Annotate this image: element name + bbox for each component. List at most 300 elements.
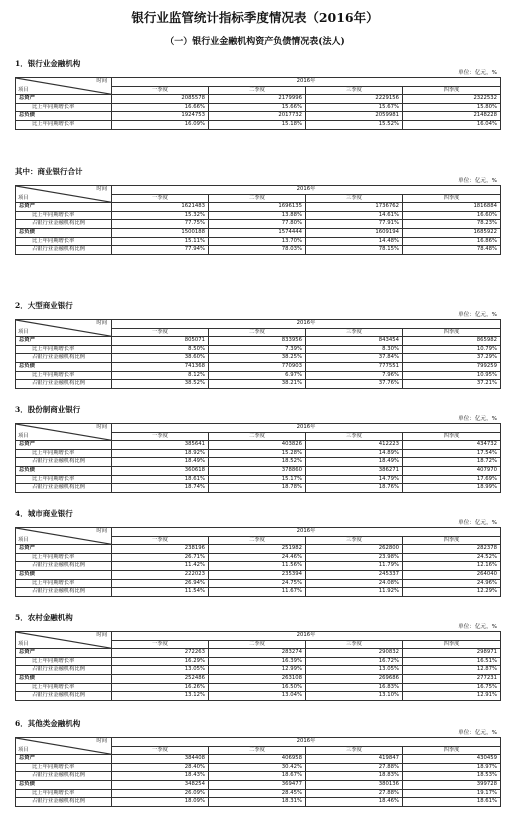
value-cell: 18.52%	[209, 458, 306, 467]
value-cell: 777551	[306, 362, 403, 371]
row-label: 比上年同期增长率	[16, 657, 112, 666]
value-cell: 14.79%	[306, 475, 403, 484]
row-label: 比上年同期增长率	[16, 579, 112, 588]
header-quarter-4: 四季度	[403, 640, 501, 649]
value-cell: 26.71%	[112, 553, 209, 562]
value-cell: 16.26%	[112, 683, 209, 692]
header-quarter-2: 二季度	[209, 536, 306, 545]
row-label: 总资产	[16, 203, 112, 212]
value-cell: 378860	[209, 466, 306, 475]
value-cell: 2017732	[209, 112, 306, 121]
table-row	[16, 588, 501, 597]
row-label: 比上年同期增长率	[16, 789, 112, 798]
value-cell: 2059981	[306, 112, 403, 121]
value-cell: 18.78%	[209, 484, 306, 493]
table-row	[16, 362, 501, 371]
header-year-cell: 2016年	[112, 632, 501, 641]
value-cell: 16.86%	[403, 237, 501, 246]
row-label: 比上年同期增长率	[16, 371, 112, 380]
header-item-label: 项目	[18, 432, 29, 439]
value-cell: 77.80%	[209, 220, 306, 229]
header-quarter-2: 二季度	[209, 746, 306, 755]
value-cell: 14.61%	[306, 211, 403, 220]
header-quarter-1: 一季度	[112, 432, 209, 441]
value-cell: 18.09%	[112, 798, 209, 807]
header-quarter-4: 四季度	[403, 536, 501, 545]
value-cell: 1609194	[306, 228, 403, 237]
table-row	[16, 203, 501, 212]
value-cell: 18.97%	[403, 763, 501, 772]
value-cell: 16.66%	[112, 103, 209, 112]
value-cell: 434732	[403, 441, 501, 450]
value-cell: 13.05%	[306, 666, 403, 675]
row-label: 总负债	[16, 466, 112, 475]
unit-label: 单位：亿元，%	[458, 70, 497, 76]
table-row	[16, 683, 501, 692]
table-row	[16, 103, 501, 112]
row-label: 占银行业金融机构比例	[16, 772, 112, 781]
header-year-cell: 2016年	[112, 528, 501, 537]
header-corner-cell	[16, 320, 112, 337]
row-label: 比上年同期增长率	[16, 683, 112, 692]
table-row	[16, 798, 501, 807]
value-cell: 380136	[306, 780, 403, 789]
value-cell: 741368	[112, 362, 209, 371]
value-cell: 15.52%	[306, 120, 403, 129]
page-title: 银行业监管统计指标季度情况表（2016年）	[131, 10, 379, 25]
row-label: 总负债	[16, 570, 112, 579]
value-cell: 1924753	[112, 112, 209, 121]
value-cell: 18.43%	[112, 772, 209, 781]
table-row	[16, 380, 501, 389]
header-row	[16, 424, 501, 433]
row-label: 比上年同期增长率	[16, 553, 112, 562]
value-cell: 24.96%	[403, 579, 501, 588]
row-label: 占银行业金融机构比例	[16, 562, 112, 571]
header-item-label: 项目	[18, 746, 29, 753]
value-cell: 11.67%	[209, 588, 306, 597]
value-cell: 13.70%	[209, 237, 306, 246]
value-cell: 38.60%	[112, 354, 209, 363]
value-cell: 18.74%	[112, 484, 209, 493]
header-item-label: 项目	[18, 640, 29, 647]
header-quarter-3: 三季度	[306, 86, 403, 95]
watermark: ​	[496, 807, 500, 821]
value-cell: 16.50%	[209, 683, 306, 692]
value-cell: 290832	[306, 649, 403, 658]
header-quarter-1: 一季度	[112, 640, 209, 649]
header-quarter-1: 一季度	[112, 86, 209, 95]
table-row	[16, 484, 501, 493]
table-row	[16, 337, 501, 346]
page-subtitle: （一）银行业金融机构资产负债情况表(法人)	[165, 37, 345, 47]
row-label: 总负债	[16, 228, 112, 237]
table-row	[16, 246, 501, 255]
header-time-label: 时间	[96, 78, 107, 84]
value-cell: 1736762	[306, 203, 403, 212]
section-4	[15, 404, 500, 493]
value-cell: 28.45%	[209, 789, 306, 798]
value-cell: 15.11%	[112, 237, 209, 246]
value-cell: 37.21%	[403, 380, 501, 389]
value-cell: 12.29%	[403, 588, 501, 597]
table-row	[16, 657, 501, 666]
table-row	[16, 763, 501, 772]
section-title: 3．股份制商业银行	[15, 405, 81, 414]
row-label: 比上年同期增长率	[16, 103, 112, 112]
table-row	[16, 570, 501, 579]
value-cell: 406958	[209, 755, 306, 764]
header-quarter-4: 四季度	[403, 86, 501, 95]
value-cell: 1696135	[209, 203, 306, 212]
data-table	[15, 423, 501, 493]
value-cell: 15.28%	[209, 449, 306, 458]
value-cell: 18.61%	[403, 798, 501, 807]
table-row	[16, 449, 501, 458]
value-cell: 26.09%	[112, 789, 209, 798]
header-year-cell: 2016年	[112, 186, 501, 195]
header-quarter-2: 二季度	[209, 194, 306, 203]
value-cell: 360618	[112, 466, 209, 475]
row-label: 比上年同期增长率	[16, 120, 112, 129]
header-quarter-3: 三季度	[306, 432, 403, 441]
table-row	[16, 475, 501, 484]
value-cell: 15.32%	[112, 211, 209, 220]
row-label: 占银行业金融机构比例	[16, 484, 112, 493]
header-corner-cell	[16, 528, 112, 545]
value-cell: 11.42%	[112, 562, 209, 571]
table-row	[16, 458, 501, 467]
section-7	[15, 718, 500, 807]
value-cell: 16.04%	[403, 120, 501, 129]
value-cell: 2148228	[403, 112, 501, 121]
row-label: 占银行业金融机构比例	[16, 246, 112, 255]
value-cell: 12.99%	[209, 666, 306, 675]
header-time-label: 时间	[96, 528, 107, 534]
value-cell: 24.46%	[209, 553, 306, 562]
section-2	[15, 166, 500, 255]
table-row	[16, 789, 501, 798]
table-row	[16, 211, 501, 220]
row-label: 比上年同期增长率	[16, 449, 112, 458]
value-cell: 23.98%	[306, 553, 403, 562]
value-cell: 799259	[403, 362, 501, 371]
value-cell: 78.03%	[209, 246, 306, 255]
value-cell: 17.54%	[403, 449, 501, 458]
section-title: 其中：商业银行合计	[15, 167, 83, 176]
row-label: 总资产	[16, 441, 112, 450]
value-cell: 11.79%	[306, 562, 403, 571]
row-label: 总资产	[16, 337, 112, 346]
value-cell: 269686	[306, 674, 403, 683]
value-cell: 16.39%	[209, 657, 306, 666]
value-cell: 15.66%	[209, 103, 306, 112]
value-cell: 805071	[112, 337, 209, 346]
value-cell: 77.94%	[112, 246, 209, 255]
header-year-cell: 2016年	[112, 78, 501, 87]
table-row	[16, 120, 501, 129]
table-row	[16, 545, 501, 554]
value-cell: 18.49%	[112, 458, 209, 467]
value-cell: 12.16%	[403, 562, 501, 571]
value-cell: 264040	[403, 570, 501, 579]
header-item-label: 项目	[18, 194, 29, 201]
header-quarter-2: 二季度	[209, 86, 306, 95]
table-row	[16, 755, 501, 764]
value-cell: 16.83%	[306, 683, 403, 692]
row-label: 占银行业金融机构比例	[16, 692, 112, 701]
header-quarter-4: 四季度	[403, 746, 501, 755]
header-quarter-4: 四季度	[403, 328, 501, 337]
value-cell: 12.87%	[403, 666, 501, 675]
table-row	[16, 345, 501, 354]
header-quarter-4: 四季度	[403, 194, 501, 203]
section-title: 2．大型商业银行	[15, 301, 73, 310]
row-label: 占银行业金融机构比例	[16, 798, 112, 807]
value-cell: 13.10%	[306, 692, 403, 701]
header-quarter-4: 四季度	[403, 432, 501, 441]
value-cell: 38.52%	[112, 380, 209, 389]
row-label: 占银行业金融机构比例	[16, 380, 112, 389]
value-cell: 15.80%	[403, 103, 501, 112]
value-cell: 24.52%	[403, 553, 501, 562]
table-row	[16, 228, 501, 237]
row-label: 占银行业金融机构比例	[16, 666, 112, 675]
value-cell: 235394	[209, 570, 306, 579]
header-year-cell: 2016年	[112, 738, 501, 747]
header-time-label: 时间	[96, 738, 107, 744]
header-quarter-2: 二季度	[209, 640, 306, 649]
value-cell: 407970	[403, 466, 501, 475]
value-cell: 430459	[403, 755, 501, 764]
table-row	[16, 649, 501, 658]
unit-label: 单位：亿元，%	[458, 624, 497, 630]
value-cell: 14.48%	[306, 237, 403, 246]
value-cell: 17.69%	[403, 475, 501, 484]
value-cell: 843454	[306, 337, 403, 346]
value-cell: 18.72%	[403, 458, 501, 467]
row-label: 比上年同期增长率	[16, 211, 112, 220]
value-cell: 384408	[112, 755, 209, 764]
section-title: 6．其他类金融机构	[15, 719, 81, 728]
value-cell: 38.21%	[209, 380, 306, 389]
value-cell: 37.29%	[403, 354, 501, 363]
header-quarter-2: 二季度	[209, 328, 306, 337]
value-cell: 298971	[403, 649, 501, 658]
value-cell: 348254	[112, 780, 209, 789]
value-cell: 18.61%	[112, 475, 209, 484]
header-corner-cell	[16, 78, 112, 95]
value-cell: 16.72%	[306, 657, 403, 666]
header-year-cell: 2016年	[112, 424, 501, 433]
row-label: 占银行业金融机构比例	[16, 458, 112, 467]
value-cell: 11.92%	[306, 588, 403, 597]
table-row	[16, 95, 501, 104]
value-cell: 16.29%	[112, 657, 209, 666]
header-item-label: 项目	[18, 86, 29, 93]
value-cell: 13.12%	[112, 692, 209, 701]
header-corner-cell	[16, 738, 112, 755]
header-corner-cell	[16, 632, 112, 649]
unit-label: 单位：亿元，%	[458, 178, 497, 184]
value-cell: 1500188	[112, 228, 209, 237]
table-row	[16, 441, 501, 450]
unit-label: 单位：亿元，%	[458, 312, 497, 318]
value-cell: 283274	[209, 649, 306, 658]
data-table	[15, 631, 501, 701]
value-cell: 385641	[112, 441, 209, 450]
value-cell: 8.50%	[112, 345, 209, 354]
header-quarter-3: 三季度	[306, 640, 403, 649]
header-corner-cell	[16, 424, 112, 441]
table-row	[16, 780, 501, 789]
header-corner-cell	[16, 186, 112, 203]
header-row	[16, 738, 501, 747]
table-row	[16, 674, 501, 683]
value-cell: 37.76%	[306, 380, 403, 389]
row-label: 总资产	[16, 755, 112, 764]
header-time-label: 时间	[96, 424, 107, 430]
value-cell: 7.39%	[209, 345, 306, 354]
value-cell: 8.30%	[306, 345, 403, 354]
value-cell: 282378	[403, 545, 501, 554]
value-cell: 245337	[306, 570, 403, 579]
value-cell: 8.12%	[112, 371, 209, 380]
header-row	[16, 632, 501, 641]
row-label: 总资产	[16, 545, 112, 554]
section-1	[15, 58, 500, 130]
table-row	[16, 220, 501, 229]
value-cell: 2229156	[306, 95, 403, 104]
value-cell: 1685922	[403, 228, 501, 237]
value-cell: 77.91%	[306, 220, 403, 229]
value-cell: 13.05%	[112, 666, 209, 675]
header-quarter-3: 三季度	[306, 746, 403, 755]
header-quarter-1: 一季度	[112, 328, 209, 337]
value-cell: 19.17%	[403, 789, 501, 798]
header-row	[16, 528, 501, 537]
section-title: 5．农村金融机构	[15, 613, 73, 622]
value-cell: 18.92%	[112, 449, 209, 458]
header-year-cell: 2016年	[112, 320, 501, 329]
value-cell: 15.67%	[306, 103, 403, 112]
value-cell: 272263	[112, 649, 209, 658]
value-cell: 11.54%	[112, 588, 209, 597]
value-cell: 15.17%	[209, 475, 306, 484]
value-cell: 16.75%	[403, 683, 501, 692]
table-row	[16, 562, 501, 571]
unit-label: 单位：亿元，%	[458, 730, 497, 736]
value-cell: 833956	[209, 337, 306, 346]
value-cell: 24.75%	[209, 579, 306, 588]
value-cell: 24.08%	[306, 579, 403, 588]
section-5	[15, 508, 500, 597]
value-cell: 262800	[306, 545, 403, 554]
value-cell: 1621483	[112, 203, 209, 212]
value-cell: 18.67%	[209, 772, 306, 781]
row-label: 比上年同期增长率	[16, 237, 112, 246]
value-cell: 369477	[209, 780, 306, 789]
value-cell: 263108	[209, 674, 306, 683]
row-label: 总资产	[16, 649, 112, 658]
value-cell: 16.51%	[403, 657, 501, 666]
row-label: 占银行业金融机构比例	[16, 354, 112, 363]
value-cell: 27.88%	[306, 789, 403, 798]
value-cell: 252486	[112, 674, 209, 683]
value-cell: 18.76%	[306, 484, 403, 493]
data-table	[15, 319, 501, 389]
value-cell: 18.99%	[403, 484, 501, 493]
value-cell: 78.23%	[403, 220, 501, 229]
header-row	[16, 78, 501, 87]
row-label: 比上年同期增长率	[16, 475, 112, 484]
row-label: 总负债	[16, 780, 112, 789]
header-time-label: 时间	[96, 186, 107, 192]
section-3	[15, 300, 500, 389]
value-cell: 277231	[403, 674, 501, 683]
value-cell: 419847	[306, 755, 403, 764]
value-cell: 251982	[209, 545, 306, 554]
header-row	[16, 186, 501, 195]
value-cell: 28.40%	[112, 763, 209, 772]
data-table	[15, 527, 501, 597]
value-cell: 386271	[306, 466, 403, 475]
value-cell: 10.79%	[403, 345, 501, 354]
value-cell: 403826	[209, 441, 306, 450]
value-cell: 18.83%	[306, 772, 403, 781]
section-6	[15, 612, 500, 701]
header-quarter-3: 三季度	[306, 194, 403, 203]
value-cell: 13.04%	[209, 692, 306, 701]
table-row	[16, 112, 501, 121]
table-row	[16, 772, 501, 781]
header-quarter-1: 一季度	[112, 194, 209, 203]
value-cell: 26.94%	[112, 579, 209, 588]
data-table	[15, 737, 501, 807]
table-row	[16, 579, 501, 588]
value-cell: 770903	[209, 362, 306, 371]
value-cell: 412223	[306, 441, 403, 450]
value-cell: 78.15%	[306, 246, 403, 255]
value-cell: 1816884	[403, 203, 501, 212]
row-label: 总负债	[16, 362, 112, 371]
value-cell: 2085578	[112, 95, 209, 104]
unit-label: 单位：亿元，%	[458, 520, 497, 526]
value-cell: 16.09%	[112, 120, 209, 129]
value-cell: 13.88%	[209, 211, 306, 220]
value-cell: 10.95%	[403, 371, 501, 380]
row-label: 比上年同期增长率	[16, 345, 112, 354]
value-cell: 7.96%	[306, 371, 403, 380]
header-quarter-1: 一季度	[112, 746, 209, 755]
value-cell: 18.31%	[209, 798, 306, 807]
table-row	[16, 466, 501, 475]
row-label: 总负债	[16, 674, 112, 683]
row-label: 占银行业金融机构比例	[16, 220, 112, 229]
unit-label: 单位：亿元，%	[458, 416, 497, 422]
value-cell: 18.49%	[306, 458, 403, 467]
header-item-label: 项目	[18, 536, 29, 543]
section-title: 4．城市商业银行	[15, 509, 73, 518]
value-cell: 11.56%	[209, 562, 306, 571]
row-label: 总负债	[16, 112, 112, 121]
value-cell: 16.60%	[403, 211, 501, 220]
value-cell: 18.53%	[403, 772, 501, 781]
value-cell: 78.48%	[403, 246, 501, 255]
header-time-label: 时间	[96, 632, 107, 638]
row-label: 总资产	[16, 95, 112, 104]
header-item-label: 项目	[18, 328, 29, 335]
